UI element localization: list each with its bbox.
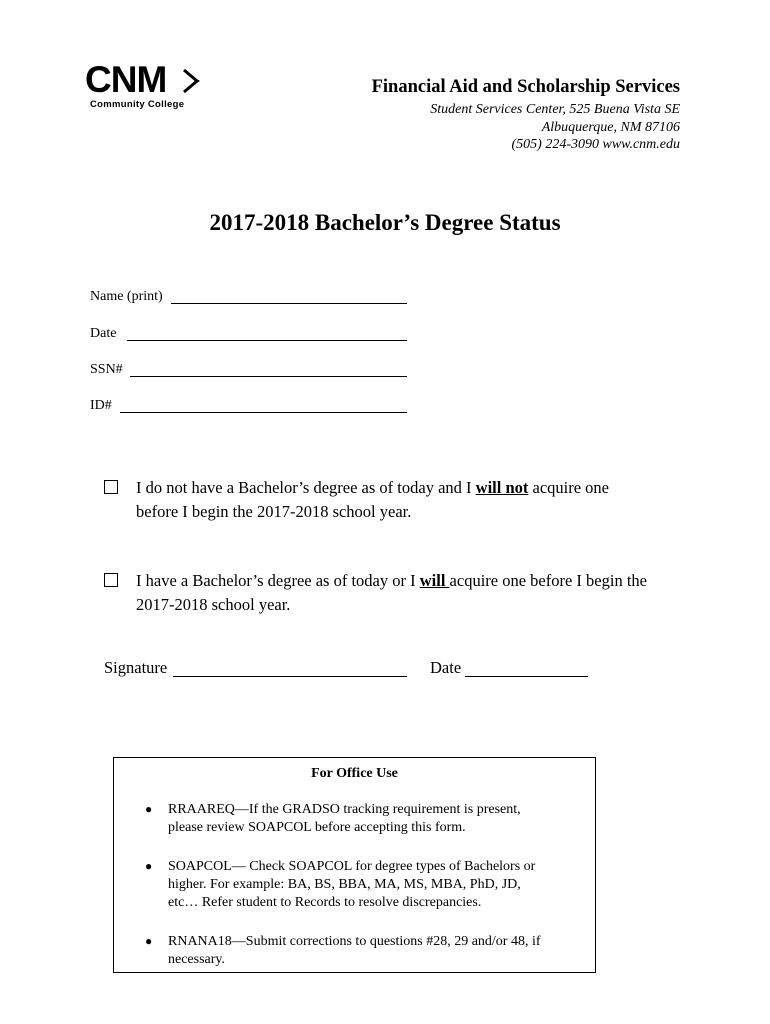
office-bullet-2-line2: higher. For example: BA, BS, BBA, MA, MS, MBA, PhD, JD, xyxy=(168,877,521,892)
bullet-icon: ● xyxy=(145,934,153,948)
chevron-right-icon xyxy=(181,68,203,94)
option-has-degree-checkbox[interactable] xyxy=(104,573,118,587)
option-no-degree-text: I do not have a Bachelor’s degree as of today and I will not acquire one xyxy=(136,478,609,497)
date-field[interactable] xyxy=(127,325,407,341)
ssn-label: SSN# xyxy=(90,362,123,377)
id-field[interactable] xyxy=(120,397,407,413)
option-no-degree-text-line2: before I begin the 2017-2018 school year. xyxy=(136,502,412,521)
org-name: Financial Aid and Scholarship Services xyxy=(371,77,680,97)
signature-field[interactable] xyxy=(173,660,407,677)
signature-label: Signature xyxy=(104,658,168,677)
office-use-title: For Office Use xyxy=(311,766,398,781)
bullet-icon: ● xyxy=(145,802,153,816)
id-label: ID# xyxy=(90,398,112,413)
office-bullet-3-line2: necessary. xyxy=(168,952,226,967)
signature-date-label: Date xyxy=(430,658,462,677)
ssn-field[interactable] xyxy=(130,361,407,377)
office-bullet-2-line3: etc… Refer student to Records to resolve discrepancies. xyxy=(168,895,482,910)
name-label: Name (print) xyxy=(90,289,163,304)
address-line-2: Albuquerque, NM 87106 xyxy=(541,120,680,135)
office-bullet-2-line1: SOAPCOL— Check SOAPCOL for degree types of Bachelors or xyxy=(168,859,536,874)
option-has-degree-text: I have a Bachelor’s degree as of today or I will acquire one before I begin the xyxy=(136,571,647,590)
name-field[interactable] xyxy=(171,288,407,304)
signature-date-field[interactable] xyxy=(465,660,588,677)
logo-subtitle: Community College xyxy=(90,99,185,110)
address-line-3: (505) 224-3090 www.cnm.edu xyxy=(511,137,680,152)
option-has-degree-text-line2: 2017-2018 school year. xyxy=(136,595,291,614)
logo-brand: CNM xyxy=(85,59,167,100)
address-line-1: Student Services Center, 525 Buena Vista SE xyxy=(430,102,680,117)
office-use-box xyxy=(113,757,596,973)
page-title: 2017-2018 Bachelor’s Degree Status xyxy=(209,210,561,235)
office-bullet-1-line1: RRAAREQ—If the GRADSO tracking requirement is present, xyxy=(168,802,521,817)
bullet-icon: ● xyxy=(145,859,153,873)
date-label: Date xyxy=(90,326,117,341)
office-bullet-3-line1: RNANA18—Submit corrections to questions #28, 29 and/or 48, if xyxy=(168,934,541,949)
office-bullet-1-line2: please review SOAPCOL before accepting this form. xyxy=(168,820,466,835)
option-no-degree-checkbox[interactable] xyxy=(104,480,118,494)
